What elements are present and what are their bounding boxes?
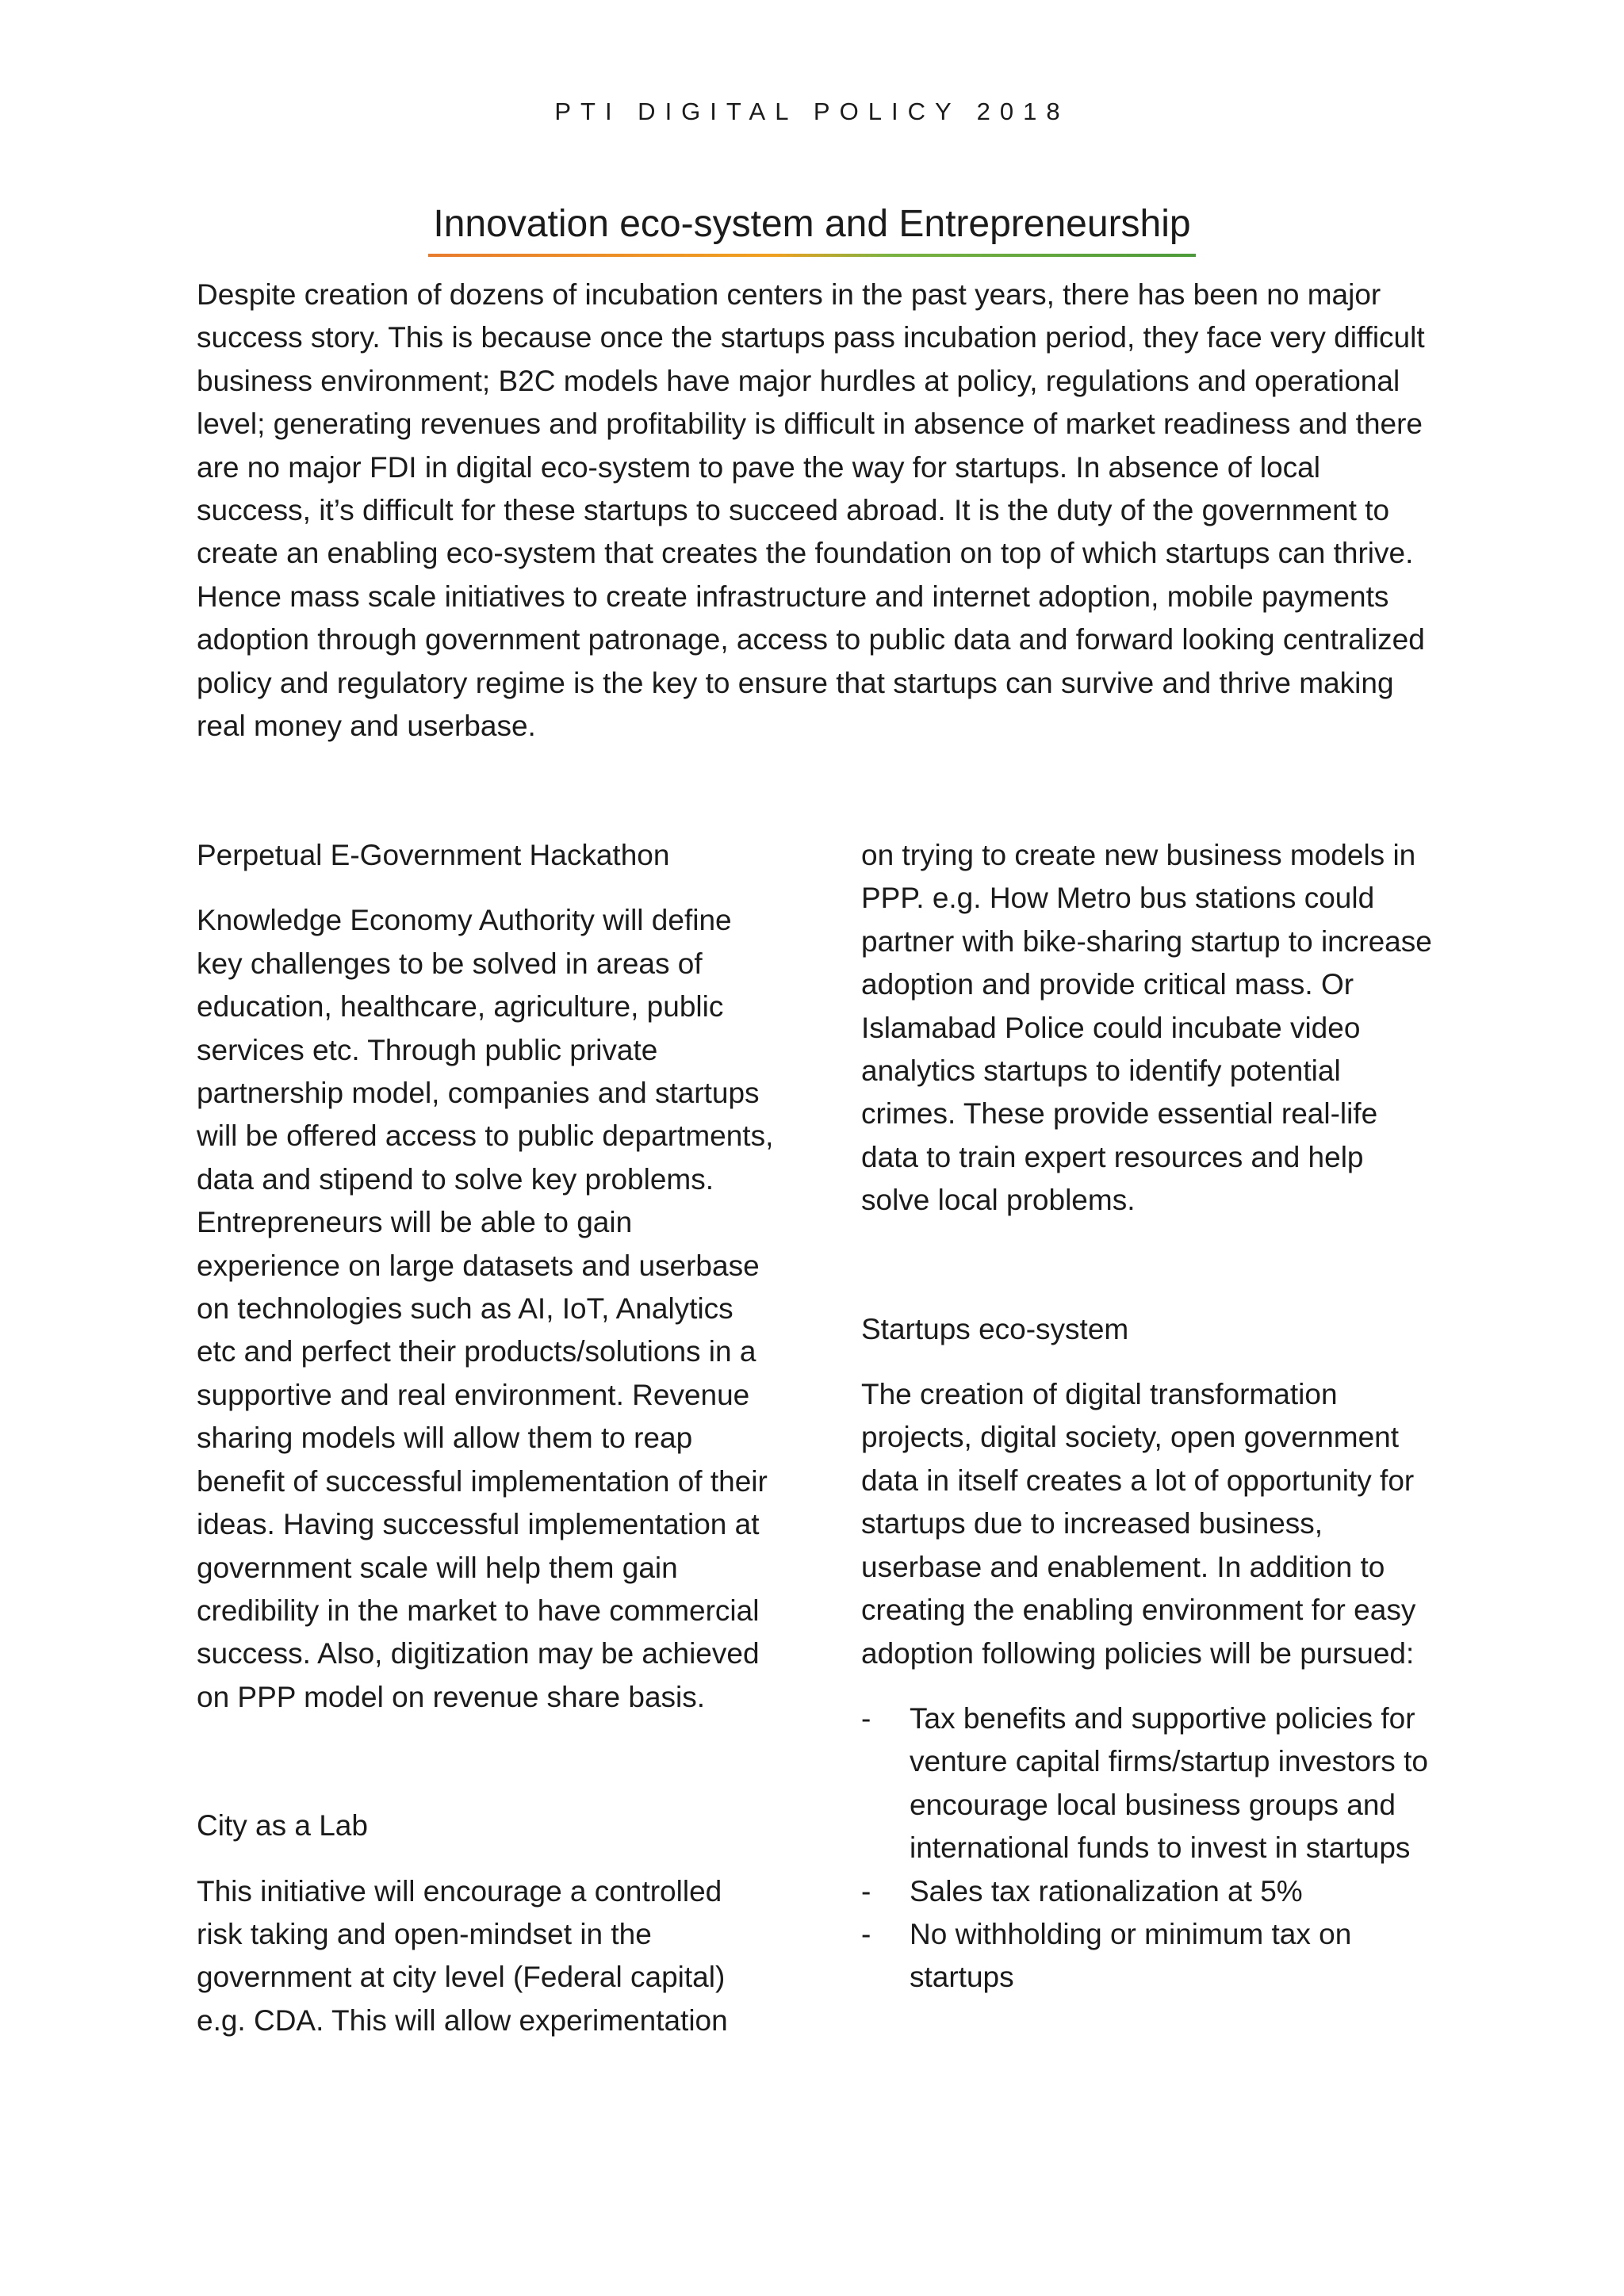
list-item bbox=[861, 1913, 1440, 1999]
bullet-dash: - bbox=[861, 1917, 871, 1950]
city-lab-body-continued: on trying to create new business models in PPP. e.g. How Metro bus stations could partner with bike-sharing startup to increase adoption and provide critical mass. Or Islamabad Police could incubate video analytics startups to identify potential crimes. These provide essential real-life data to train expert resources and help solve local problems. bbox=[861, 839, 1432, 1217]
list-item bbox=[861, 1870, 1440, 1913]
bullet-dash: - bbox=[861, 1874, 871, 1908]
hackathon-body: Knowledge Economy Authority will define key challenges to be solved in areas of education, healthcare, agriculture, public services etc. Through public private partnership model, companies and startups will be offered access to public departments, data and stipend to solve key problems. Entrepreneurs will be able to gain experience on large datasets and userbase on technologies such as AI, IoT, Analytics etc and perfect their products/solutions in a supportive and real environment. Revenue sharing models will allow them to reap benefit of successful implementation of their ideas. Having successful implementation at government scale will help them gain credibility in the market to have commercial success. Also, digitization may be achieved on PPP model on revenue share basis. bbox=[197, 904, 774, 1713]
left-column bbox=[197, 834, 776, 2042]
list-item-text: Tax benefits and supportive policies for venture capital firms/startup investors to encourage local business groups and international funds to invest in startups bbox=[910, 1701, 1428, 1865]
hackathon-heading: Perpetual E-Government Hackathon bbox=[197, 839, 670, 871]
startups-heading: Startups eco-system bbox=[861, 1312, 1129, 1345]
bullet-dash: - bbox=[861, 1701, 871, 1735]
page-title: Innovation eco-system and Entrepreneurship bbox=[433, 203, 1191, 245]
startups-policy-list bbox=[861, 1697, 1440, 1999]
list-item-text: No withholding or minimum tax on startups bbox=[910, 1917, 1352, 1994]
title-wrapper bbox=[0, 197, 1624, 257]
intro-paragraph: Despite creation of dozens of incubation centers in the past years, there has been no major success story. This is because once the startups pass incubation period, they face very difficult business environment; B2C models have major hurdles at policy, regulations and operational level; generating revenues and profitability is difficult in absence of market readiness and there are no major FDI in digital eco-system to pave the way for startups. In absence of local success, it’s difficult for these startups to succeed abroad. It is the duty of the government to create an enabling eco-system that creates the foundation on top of which startups can thrive. Hence mass scale initiatives to create infrastructure and internet adoption, mobile payments adoption through government patronage, access to public data and forward looking centralized policy and regulatory regime is the key to ensure that startups can survive and thrive making real money and userbase. bbox=[197, 278, 1425, 743]
list-item-text: Sales tax rationalization at 5% bbox=[910, 1874, 1303, 1908]
city-lab-body-start: This initiative will encourage a controlled risk taking and open-mindset in the government at city level (Federal capital) e.g. CDA. This will allow experimentation bbox=[197, 1874, 728, 2037]
city-lab-heading: City as a Lab bbox=[197, 1809, 368, 1843]
section-spacer bbox=[861, 1223, 1440, 1308]
right-column bbox=[861, 834, 1440, 1999]
section-spacer bbox=[197, 1719, 776, 1804]
running-header: PTI DIGITAL POLICY 2018 bbox=[554, 98, 1070, 125]
list-item bbox=[861, 1697, 1440, 1870]
startups-body: The creation of digital transformation projects, digital society, open government data in itself creates a lot of opportunity for startups due to increased business, userbase and enablement. In addition to creating the enabling environment for easy adoption following policies will be pursued: bbox=[861, 1378, 1416, 1670]
